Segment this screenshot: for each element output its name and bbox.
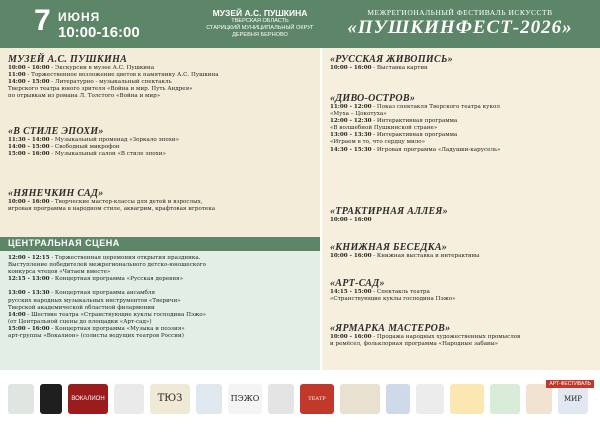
- schedule-text: - Концертная программа ансамбля: [49, 290, 155, 297]
- schedule-time: 10:00 - 16:00: [330, 65, 372, 71]
- section-title: «РУССКАЯ ЖИВОПИСЬ»: [330, 54, 453, 65]
- schedule-text: Тверского театра юного зрителя «Война и мир. Путь Андрея»: [8, 86, 193, 93]
- schedule-time: 12:00 - 12:15: [8, 255, 50, 261]
- logo-partner: [114, 384, 144, 414]
- schedule-line: [8, 151, 179, 158]
- schedule-line: [8, 319, 206, 326]
- schedule-text: - Игровая программа «Ладушки-карусель»: [371, 146, 501, 153]
- schedule-text: - Выставка картин: [371, 65, 428, 71]
- schedule-line: [8, 79, 219, 86]
- event-time: 10:00-16:00: [58, 24, 140, 41]
- schedule-text: арт-группы «Вокалион» (солисты ведущих театров России): [8, 333, 184, 340]
- schedule-text: - Экскурсии в музее А.С. Пушкина: [49, 65, 155, 71]
- event-day: 7: [34, 4, 51, 37]
- schedule-line: [330, 111, 500, 118]
- poster-header: [0, 0, 600, 48]
- festival-badge: АРТ-ФЕСТИВАЛЬ: [546, 380, 594, 388]
- schedule-time: 10:00 - 16:00: [330, 334, 372, 340]
- schedule-time: 13:00 - 13:30: [330, 132, 372, 139]
- schedule-text: «В волшебной Пушкинской стране»: [330, 125, 438, 132]
- sponsor-logos: [0, 370, 600, 432]
- section-style: [8, 126, 179, 158]
- section-title: «ЯРМАРКА МАСТЕРОВ»: [330, 323, 451, 334]
- schedule-line: [8, 290, 206, 297]
- section-title: «ДИВО-ОСТРОВ»: [330, 93, 416, 104]
- museum-district: СТАРИЦКИЙ МУНИЦИПАЛЬНЫЙ ОКРУГ: [206, 25, 314, 31]
- logo-partner-2: [196, 384, 222, 414]
- schedule-time: 14:00: [8, 311, 26, 318]
- section-island: [330, 93, 500, 154]
- scene-title: ЦЕНТРАЛЬНАЯ СЦЕНА: [8, 238, 120, 248]
- museum-name: МУЗЕЙ А.С. ПУШКИНА: [212, 8, 308, 18]
- schedule-text: - Продажа народных художественных промыслов: [371, 334, 521, 340]
- logo-tyuz: ТЮЗ: [150, 384, 190, 414]
- schedule-text: «Муха – Цокотуха»: [330, 111, 387, 118]
- schedule-line: [8, 312, 206, 319]
- schedule-text: по отрывкам из романа Л. Толстого «Война и мир»: [8, 93, 161, 100]
- schedule-line: [8, 333, 206, 340]
- schedule-line: [330, 104, 500, 111]
- schedule-line: [8, 305, 206, 312]
- schedule-line: [8, 65, 219, 72]
- section-fair: [330, 323, 520, 348]
- section-title: «КНИЖНАЯ БЕСЕДКА»: [330, 242, 448, 253]
- section-alley: [330, 206, 448, 224]
- schedule-time: 10:00 - 16:00: [330, 253, 372, 259]
- logo-partner-9: [526, 384, 552, 414]
- schedule-line: [8, 93, 219, 100]
- logo-partner-5: [386, 384, 410, 414]
- section-garden: [8, 188, 215, 213]
- section-title: «В СТИЛЕ ЭПОХИ»: [8, 126, 104, 137]
- schedule-text: - Творческие мастер-классы для детей и взрослых,: [49, 199, 203, 205]
- schedule-line: [8, 262, 206, 269]
- logo-emblem: [8, 384, 34, 414]
- schedule-text: - Концертная программа «Музыка и поэзия»: [49, 325, 185, 332]
- section-museum: [8, 54, 219, 100]
- museum-village: ДЕРЕВНЯ БЕРНОВО: [232, 32, 288, 38]
- schedule-line: [330, 341, 520, 348]
- schedule-text: Выступление победителей межрегионального детско-юношеского: [8, 262, 207, 269]
- logo-pezho: ПЭЖО: [228, 384, 262, 414]
- schedule-text: - Спектакль театра: [371, 289, 430, 295]
- logo-puppet-theatre: ТЕАТР КУКОЛ: [300, 384, 334, 414]
- schedule-text: «Странствующие куклы господина Пэжо»: [330, 296, 456, 303]
- schedule-time: 12:00 - 12:30: [330, 118, 372, 125]
- scene-header: [0, 237, 320, 251]
- column-divider: [320, 48, 322, 370]
- schedule-time: 12:15 - 13:00: [8, 276, 50, 283]
- schedule-time: 11:00: [8, 72, 26, 79]
- schedule-time: 14:30 - 15:30: [330, 146, 372, 153]
- schedule-line: [8, 206, 215, 213]
- section-title: «АРТ-САД»: [330, 278, 385, 289]
- schedule-text: русских народных музыкальных инструментов «Тверичи»: [8, 297, 181, 304]
- schedule-line: [330, 289, 456, 296]
- logo-vokalion: ВОКАЛИОН: [68, 384, 108, 414]
- schedule-line: [330, 132, 500, 139]
- event-month: ИЮНЯ: [58, 10, 101, 24]
- schedule-line: [8, 326, 206, 333]
- schedule-time: 10:00 - 16:00: [8, 65, 50, 71]
- schedule-text: - Показ спектакля Тверского театра кукол: [371, 104, 500, 110]
- schedule-time: 11:00 - 12:00: [330, 104, 372, 110]
- schedule-text: - Литературно - музыкальный спектакль: [49, 79, 172, 86]
- schedule-line: [8, 276, 206, 283]
- museum-address: [190, 8, 330, 39]
- schedule-text: Тверской академической областной филармонии: [8, 304, 155, 311]
- schedule-line: [330, 253, 479, 260]
- schedule-time: 11:30 - 14:00: [8, 137, 50, 143]
- schedule-text: - Интерактивная программа: [371, 132, 458, 139]
- schedule-text: - Книжная выставка и интерактивы: [371, 253, 480, 259]
- section-book: [330, 242, 479, 260]
- logo-partner-3: [268, 384, 294, 414]
- section-title: «НЯНЕЧКИН САД»: [8, 188, 104, 199]
- schedule-line: [330, 217, 448, 224]
- section-painting: [330, 54, 453, 72]
- schedule-text: - Концертная программа «Русская деревня»: [49, 276, 184, 283]
- festival-name: [330, 8, 590, 39]
- section-central-scene: [8, 255, 206, 340]
- schedule-time: 10:00 - 16:00: [8, 199, 50, 205]
- event-date: [34, 4, 140, 41]
- schedule-line: [8, 298, 206, 305]
- schedule-time: 10:00 - 16:00: [330, 217, 372, 223]
- schedule-line: [8, 144, 179, 151]
- logo-partner-7: [450, 384, 484, 414]
- schedule-line: [330, 65, 453, 72]
- logo-partner-8: [490, 384, 520, 414]
- schedule-line: [8, 86, 219, 93]
- logo-theatre: [40, 384, 62, 414]
- festival-subtitle: МЕЖРЕГИОНАЛЬНЫЙ ФЕСТИВАЛЬ ИСКУССТВ: [367, 8, 553, 17]
- logo-partner-4: [340, 384, 380, 414]
- schedule-text: (от Центральной сцены до площадки «Арт-сад»): [8, 318, 152, 325]
- schedule-line: [330, 125, 500, 132]
- logo-mir: МИР: [558, 384, 588, 414]
- schedule-time: 14:00 - 15:00: [8, 144, 50, 151]
- schedule-text: - Торжественное возложение цветов к памятнику А.С. Пушкина: [25, 72, 219, 79]
- section-art: [330, 278, 456, 303]
- schedule-time: 15:00 - 16:00: [8, 151, 50, 158]
- logo-partner-6: [416, 384, 444, 414]
- schedule-text: - Шествие театра «Странствующие куклы господина Пэжо»: [25, 311, 207, 318]
- schedule-time: 14:15 - 15:00: [330, 289, 372, 295]
- schedule-line: [330, 296, 456, 303]
- schedule-line: [330, 139, 500, 146]
- schedule-text: конкурса чтецов «Читаем вместе»: [8, 269, 111, 276]
- museum-region: ТВЕРСКАЯ ОБЛАСТЬ: [231, 18, 289, 24]
- section-title: МУЗЕЙ А.С. ПУШКИНА: [8, 54, 128, 65]
- schedule-time: 15:00 - 16:00: [8, 325, 50, 332]
- schedule-time: 13:00 - 13:30: [8, 290, 50, 297]
- schedule-line: [330, 147, 500, 154]
- schedule-text: и ремёсел, фольклорная программа «Народные забавы»: [330, 341, 499, 348]
- schedule-text: - Музыкальный променад «Зеркало эпохи»: [49, 137, 180, 143]
- schedule-text: - Музыкальный салон «В стиле эпохи»: [49, 151, 166, 158]
- schedule-text: - Свободный микрофон: [49, 144, 120, 151]
- schedule-text: - Торжественная церемония открытия праздника.: [49, 255, 201, 261]
- schedule-text: «Играем в то, что сердцу мило»: [330, 139, 426, 146]
- schedule-time: 14:00 - 15:00: [8, 79, 50, 86]
- schedule-text: игровая программа в народном стиле, аквагрим, крафтовая игротека: [8, 206, 216, 213]
- schedule-line: [8, 269, 206, 276]
- schedule-line: [8, 72, 219, 79]
- schedule-text: - Интерактивная программа: [371, 118, 458, 125]
- section-title: «ТРАКТИРНАЯ АЛЛЕЯ»: [330, 206, 448, 217]
- festival-title: «ПУШКИНФЕСТ-2026»: [347, 17, 573, 38]
